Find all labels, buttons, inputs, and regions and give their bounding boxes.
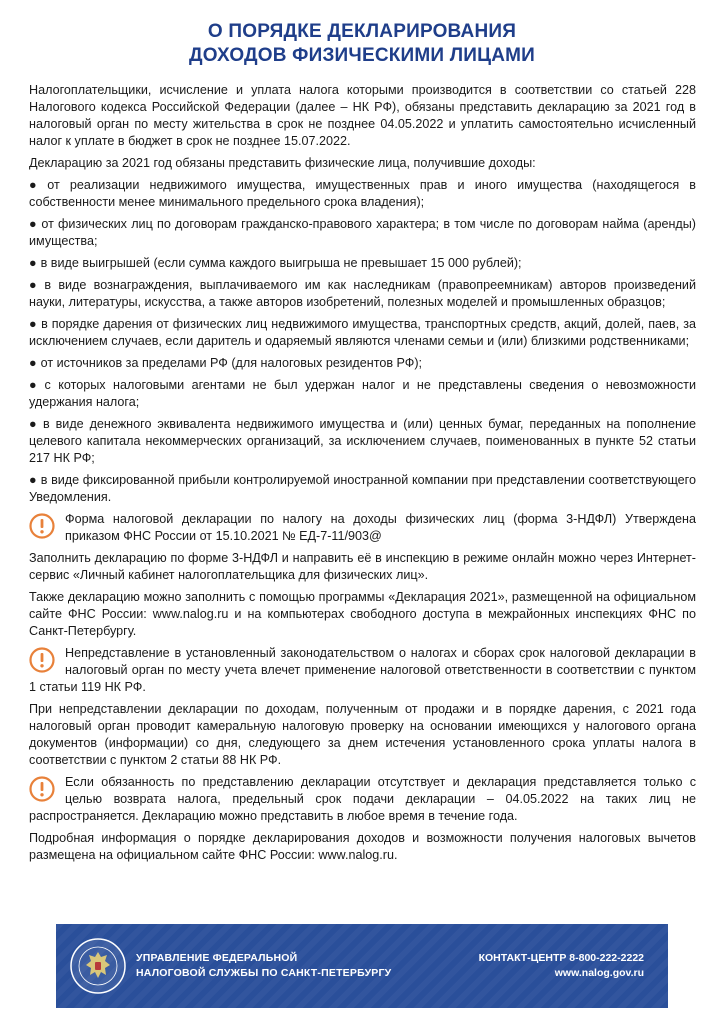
bullets-intro: Декларацию за 2021 год обязаны представить физические лица, получившие доходы: xyxy=(29,156,536,170)
footer-banner xyxy=(56,924,668,1008)
bullet-icon: ● xyxy=(29,378,41,392)
note-text: Непредставление в установленный законодательством о налогах и сборах срок налоговой декларации в налоговый орган по месту учета влечет применение налоговой ответственности в соответствии с пунктом 1 статьи 119 НК РФ. xyxy=(29,646,696,694)
bullet-icon: ● xyxy=(29,473,37,487)
page-title xyxy=(0,20,724,68)
online-paragraph: Заполнить декларацию по форме 3-НДФЛ и направить её в инспекцию в режиме онлайн можно через Интернет-сервис «Личный кабинет налогоплательщика для физических лиц». xyxy=(29,551,696,582)
list-item xyxy=(29,316,696,350)
title-line-1: О ПОРЯДКЕ ДЕКЛАРИРОВАНИЯ xyxy=(207,21,517,42)
bullet-icon: ● xyxy=(29,417,40,431)
bullet-icon: ● xyxy=(29,178,44,192)
list-item-text: от источников за пределами РФ (для налоговых резидентов РФ); xyxy=(40,356,423,370)
note-text: Форма налоговой декларации по налогу на доходы физических лиц (форма 3-НДФЛ) Утверждена приказом ФНС России от 15.10.2021 № ЕД-7-11/903@ xyxy=(65,512,696,543)
title-line-2: ДОХОДОВ ФИЗИЧЕСКИМИ ЛИЦАМИ xyxy=(188,45,536,66)
bullet-icon: ● xyxy=(29,356,37,370)
warning-icon xyxy=(29,647,55,673)
liability-note xyxy=(29,645,696,696)
bullet-icon: ● xyxy=(29,278,41,292)
fns-emblem-icon xyxy=(70,938,126,994)
audit-paragraph: При непредставлении декларации по доходам, полученным от продажи и в порядке дарения, с 2021 года налоговый орган проводит камеральную налоговую проверку на основании имеющихся у налогового органа документов (информации) со дня, следующего за днем истечения установленного срока уплаты налога в соответствии с пунктом 2 статьи 88 НК РФ. xyxy=(29,702,696,767)
list-item xyxy=(29,355,696,372)
footer-organization xyxy=(136,951,391,981)
contact-center-phone: КОНТАКТ-ЦЕНТР 8-800-222-2222 xyxy=(478,952,644,964)
list-item-text: от физических лиц по договорам гражданско-правового характера; в том числе по договорам найма (аренды) имущества; xyxy=(29,217,697,248)
more-info-paragraph: Подробная информация о порядке декларирования доходов и возможности получения налоговых вычетов размещена на официальном сайте ФНС России: www.nalog.ru. xyxy=(29,831,696,862)
list-item xyxy=(29,472,696,506)
list-item-text: в виде фиксированной прибыли контролируемой иностранной компании при представлении соответствующего Уведомления. xyxy=(29,473,696,504)
list-item xyxy=(29,416,696,467)
website-link[interactable]: www.nalog.gov.ru xyxy=(554,967,644,979)
warning-icon xyxy=(29,776,55,802)
intro-paragraph: Налогоплательщики, исчисление и уплата налога которыми производится в соответствии со статьей 228 Налогового кодекса Российской Федерации (далее – НК РФ), обязаны представить декларацию за 2021 год в налоговый орган по месту жительства в срок не позднее 04.05.2022 и уплатить самостоятельно исчисленный налог к уплате в бюджет в срок не позднее 15.07.2022. xyxy=(29,83,696,148)
program-paragraph: Также декларацию можно заполнить с помощью программы «Декларация 2021», размещенной на официальном сайте ФНС России: www.nalog.ru и на компьютерах свободного доступа в межрайонных инспекциях ФНС по Санкт-Петербургу. xyxy=(29,590,696,638)
list-item-text: с которых налоговыми агентами не был удержан налог и не представлены сведения о невозможности удержания налога; xyxy=(29,378,696,409)
warning-icon xyxy=(29,513,55,539)
list-item-text: от реализации недвижимого имущества, имущественных прав и иного имущества (находящегося в собственности менее минимального предельного срока владения); xyxy=(29,178,696,209)
refund-note xyxy=(29,774,696,825)
declaration-form-note xyxy=(29,511,696,545)
document-body xyxy=(29,82,696,869)
list-item-text: в порядке дарения от физических лиц недвижимого имущества, транспортных средств, акций, долей, паев, за исключением случаев, если даритель и одаряемый являются членами семьи и (или) близкими родственниками; xyxy=(29,317,696,348)
bullet-icon: ● xyxy=(29,217,38,231)
list-item-text: в виде вознаграждения, выплачиваемого им как наследникам (правопреемникам) авторов произведений науки, литературы, искусства, а также авторов изобретений, полезных моделей и промышленных образцов; xyxy=(29,278,696,309)
list-item-text: в виде выигрышей (если сумма каждого выигрыша не превышает 15 000 рублей); xyxy=(40,256,522,270)
list-item xyxy=(29,377,696,411)
org-line-2: НАЛОГОВОЙ СЛУЖБЫ ПО САНКТ-ПЕТЕРБУРГУ xyxy=(136,967,392,979)
org-line-1: УПРАВЛЕНИЕ ФЕДЕРАЛЬНОЙ xyxy=(136,952,298,964)
note-text: Если обязанность по представлению декларации отсутствует и декларация представляется только с целью возврата налога, предельный срок подачи декларации – 04.05.2022 на таких лиц не распространяется. Декларацию можно представить в любое время в течение года. xyxy=(29,775,696,823)
list-item xyxy=(29,216,696,250)
list-item xyxy=(29,177,696,211)
income-list xyxy=(29,177,696,506)
footer-contacts xyxy=(479,951,644,981)
list-item xyxy=(29,255,696,272)
bullet-icon: ● xyxy=(29,256,37,270)
list-item-text: в виде денежного эквивалента недвижимого имущества и (или) ценных бумаг, переданных на пополнение целевого капитала некоммерческих организаций, за исключением случаев, поименованных в пункте 52 статьи 217 НК РФ; xyxy=(29,417,697,465)
list-item xyxy=(29,277,696,311)
bullet-icon: ● xyxy=(29,317,38,331)
